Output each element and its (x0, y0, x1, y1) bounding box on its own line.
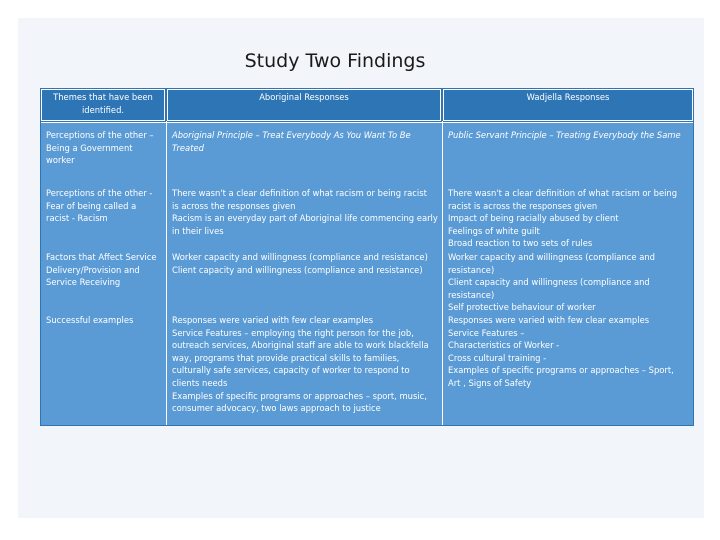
row-theme: Factors that Affect Service Delivery/Provision and Service Receiving (43, 251, 165, 289)
header-wadjella: Wadjella Responses (443, 89, 693, 121)
slide-title: Study Two Findings (244, 50, 426, 72)
column-divider (166, 121, 167, 425)
row-divider (41, 122, 693, 123)
row-aboriginal-response: Worker capacity and willingness (compliance and resistance) Client capacity and willingness (compliance and resistance) (169, 251, 441, 276)
column-divider (442, 121, 443, 425)
row-theme: Perceptions of the other - Fear of being called a racist - Racism (43, 187, 165, 225)
row-aboriginal-response: Responses were varied with few clear examples Service Features – employing the right person for the job, outreach services, Aboriginal staff are able to work blackfella way, programs that provide practical skills to families, culturally safe services, capacity of worker to respond to clients needs Examples of specific programs or approaches – sport, music, consumer advocacy, two laws approach to justice (169, 314, 441, 415)
row-aboriginal-response: Aboriginal Principle – Treat Everybody As You Want To Be Treated (169, 129, 441, 154)
header-themes: Themes that have been identified. (41, 89, 165, 121)
row-aboriginal-response: There wasn't a clear definition of what racism or being racist is across the responses given Racism is an everyday part of Aboriginal life commencing early in their lives (169, 187, 441, 237)
header-aboriginal: Aboriginal Responses (167, 89, 441, 121)
row-theme: Successful examples (43, 314, 165, 327)
row-theme: Perceptions of the other – Being a Government worker (43, 129, 165, 167)
row-wadjella-response: Public Servant Principle – Treating Everybody the Same (445, 129, 693, 142)
row-wadjella-response: Responses were varied with few clear examples Service Features – Characteristics of Worker - Cross cultural training - Examples of specific programs or approaches – Sport, Art , Signs of Safety (445, 314, 693, 390)
row-wadjella-response: Worker capacity and willingness (compliance and resistance) Client capacity and willingness (compliance and resistance) Self protective behaviour of worker (445, 251, 693, 314)
row-wadjella-response: There wasn't a clear definition of what racism or being racist is across the responses given Impact of being racially abused by client Feelings of white guilt Broad reaction to two sets of rules (445, 187, 693, 250)
